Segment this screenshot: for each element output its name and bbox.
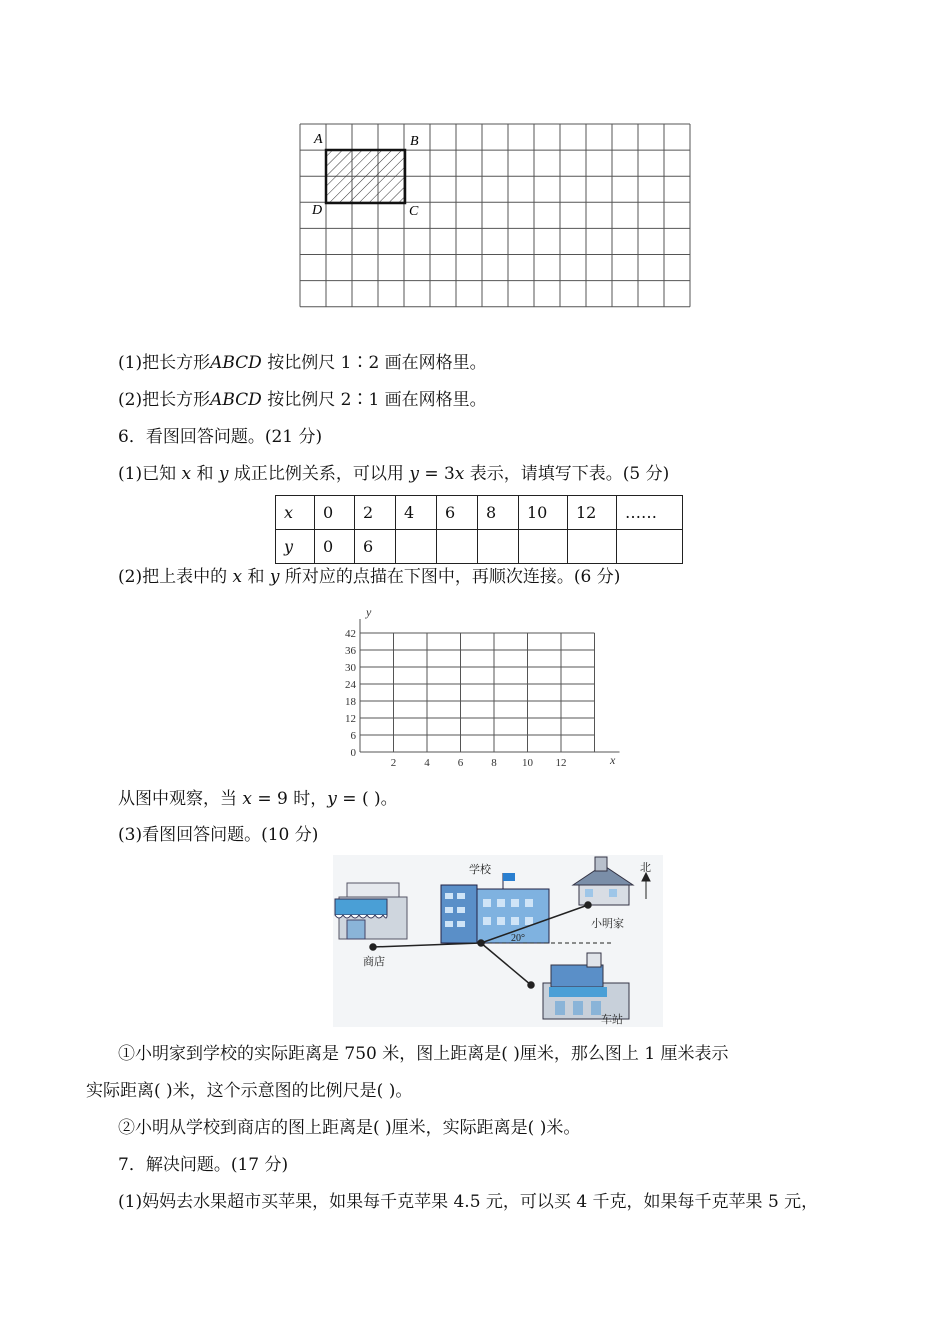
table-cell[interactable] <box>396 530 437 564</box>
angle-label: 20° <box>511 933 525 944</box>
y-tick-label: 18 <box>345 696 356 708</box>
q6-observe: 从图中观察，当 x = 9 时，y = ( )。 <box>118 789 398 809</box>
table-cell: 6 <box>437 496 478 530</box>
school-label: 学校 <box>469 864 491 876</box>
q6-sub1-line2: 实际距离( )米，这个示意图的比例尺是( )。 <box>86 1081 413 1101</box>
q6-heading: 6．看图回答问题。(21 分) <box>118 427 323 447</box>
table-cell: 0 <box>315 496 355 530</box>
vertex-b-label: B <box>410 134 419 149</box>
y-tick-label: 30 <box>345 662 356 674</box>
y-tick-label: 36 <box>345 645 356 657</box>
y-tick-label: 6 <box>350 730 356 742</box>
table-cell: 8 <box>478 496 519 530</box>
q6-sub1-line1: ①小明家到学校的实际距离是 750 米，图上距离是( )厘米，那么图上 1 厘米表示 <box>118 1044 729 1064</box>
y-axis-label: y <box>366 605 372 619</box>
table-cell: x <box>276 496 315 530</box>
shop-label: 商店 <box>363 956 385 968</box>
table-cell: 4 <box>396 496 437 530</box>
q5-item-2: (2)把长方形ABCD 按比例尺 2∶1 画在网格里。 <box>118 390 487 410</box>
q7-item-1: (1)妈妈去水果超市买苹果，如果每千克苹果 4.5 元，可以买 4 千克，如果每千克苹果 5 元， <box>118 1192 819 1212</box>
x-tick-label: 4 <box>424 757 430 769</box>
vertex-a-label: A <box>314 132 323 147</box>
vertex-d-label: D <box>312 203 323 218</box>
x-tick-label: 2 <box>390 757 397 769</box>
map-illustration <box>333 855 663 1027</box>
y-tick-label: 42 <box>345 628 356 640</box>
table-cell[interactable] <box>568 530 617 564</box>
table-cell: 10 <box>519 496 568 530</box>
table-cell[interactable] <box>437 530 478 564</box>
x-axis-label: x <box>610 753 616 767</box>
table-cell: 2 <box>355 496 396 530</box>
x-tick-label: 10 <box>522 757 533 769</box>
table-cell: 6 <box>355 530 396 564</box>
q6-part3-heading: (3)看图回答问题。(10 分) <box>118 825 319 845</box>
table-cell[interactable] <box>478 530 519 564</box>
q7-heading: 7．解决问题。(17 分) <box>118 1155 289 1175</box>
table-cell: 12 <box>568 496 617 530</box>
x-tick-label: 8 <box>491 757 497 769</box>
q5-item-1: (1)把长方形ABCD 按比例尺 1∶2 画在网格里。 <box>118 353 487 373</box>
table-cell: …… <box>617 496 683 530</box>
q6-part2: (2)把上表中的 x 和 y 所对应的点描在下图中，再顺次连接。(6 分) <box>118 567 621 587</box>
station-label: 车站 <box>601 1014 623 1026</box>
table-row <box>276 530 683 564</box>
table-cell: y <box>276 530 315 564</box>
home-label: 小明家 <box>591 918 624 930</box>
q6-part1: (1)已知 x 和 y 成正比例关系，可以用 y = 3x 表示，请填写下表。(5 分) <box>118 464 670 484</box>
y-tick-label: 24 <box>345 679 356 691</box>
xy-table <box>275 495 683 564</box>
q6-sub2: ②小明从学校到商店的图上距离是( )厘米，实际距离是( )米。 <box>118 1118 581 1138</box>
x-tick-label: 12 <box>555 757 567 769</box>
coordinate-grid-chart <box>330 600 630 775</box>
grid-figure <box>295 118 697 314</box>
table-cell: 0 <box>315 530 355 564</box>
vertex-c-label: C <box>409 204 419 219</box>
y-tick-label: 12 <box>345 713 356 725</box>
table-cell[interactable] <box>617 530 683 564</box>
table-cell[interactable] <box>519 530 568 564</box>
north-label: 北 <box>640 862 651 874</box>
rectangle-abcd <box>326 150 405 203</box>
table-row <box>276 496 683 530</box>
x-tick-label: 6 <box>457 757 464 769</box>
y-tick-label: 0 <box>350 747 356 759</box>
